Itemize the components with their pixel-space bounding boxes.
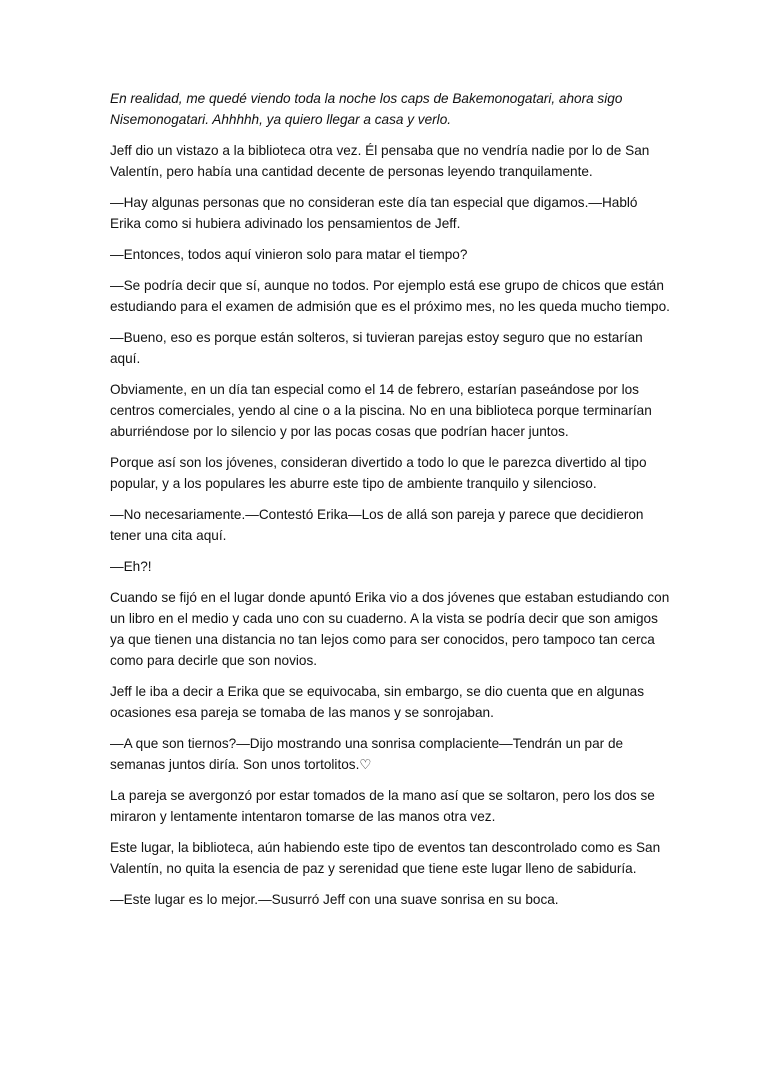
paragraph-dialogue: —Este lugar es lo mejor.—Susurró Jeff con una suave sonrisa en su boca. <box>110 892 559 907</box>
paragraph: Obviamente, en un día tan especial como el 14 de febrero, estarían paseándose por los centros comerciales, yendo al cine o a la piscina. No en una biblioteca porque terminarían aburriéndose por lo silencio y por las pocas cosas que podrían hacer juntos. <box>110 382 652 439</box>
paragraph-dialogue: —Entonces, todos aquí vinieron solo para matar el tiempo? <box>110 247 468 262</box>
document-page <box>110 88 670 920</box>
paragraph-italic-aside: En realidad, me quedé viendo toda la noche los caps de Bakemonogatari, ahora sigo Nisemonogatari. Ahhhhh, ya quiero llegar a casa y verlo. <box>110 91 623 127</box>
paragraph: La pareja se avergonzó por estar tomados de la mano así que se soltaron, pero los dos se miraron y lentamente intentaron tomarse de las manos otra vez. <box>110 788 655 824</box>
paragraph-dialogue: —A que son tiernos?—Dijo mostrando una sonrisa complaciente—Tendrán un par de semanas juntos diría. Son unos tortolitos.♡ <box>110 736 624 772</box>
paragraph: Este lugar, la biblioteca, aún habiendo este tipo de eventos tan descontrolado como es San Valentín, no quita la esencia de paz y serenidad que tiene este lugar lleno de sabiduría. <box>110 840 661 876</box>
paragraph-dialogue: —Bueno, eso es porque están solteros, si tuvieran parejas estoy seguro que no estarían aquí. <box>110 330 643 366</box>
paragraph: Cuando se fijó en el lugar donde apuntó Erika vio a dos jóvenes que estaban estudiando con un libro en el medio y cada uno con su cuaderno. A la vista se podría decir que son amigos ya que tienen una distancia no tan lejos como para ser conocidos, pero tampoco tan cerca como para decirle que son novios. <box>110 590 670 668</box>
paragraph: Jeff dio un vistazo a la biblioteca otra vez. Él pensaba que no vendría nadie por lo de San Valentín, pero había una cantidad decente de personas leyendo tranquilamente. <box>110 143 650 179</box>
paragraph-dialogue: —Se podría decir que sí, aunque no todos. Por ejemplo está ese grupo de chicos que están estudiando para el examen de admisión que es el próximo mes, no les queda mucho tiempo. <box>110 278 670 314</box>
paragraph: Jeff le iba a decir a Erika que se equivocaba, sin embargo, se dio cuenta que en algunas ocasiones esa pareja se tomaba de las manos y se sonrojaban. <box>110 684 645 720</box>
paragraph-dialogue: —Hay algunas personas que no consideran este día tan especial que digamos.—Habló Erika como si hubiera adivinado los pensamientos de Jeff. <box>110 195 638 231</box>
paragraph: Porque así son los jóvenes, consideran divertido a todo lo que le parezca divertido al tipo popular, y a los populares les aburre este tipo de ambiente tranquilo y silencioso. <box>110 455 647 491</box>
paragraph-dialogue: —Eh?! <box>110 559 152 574</box>
paragraph-dialogue: —No necesariamente.—Contestó Erika—Los de allá son pareja y parece que decidieron tener una cita aquí. <box>110 507 644 543</box>
